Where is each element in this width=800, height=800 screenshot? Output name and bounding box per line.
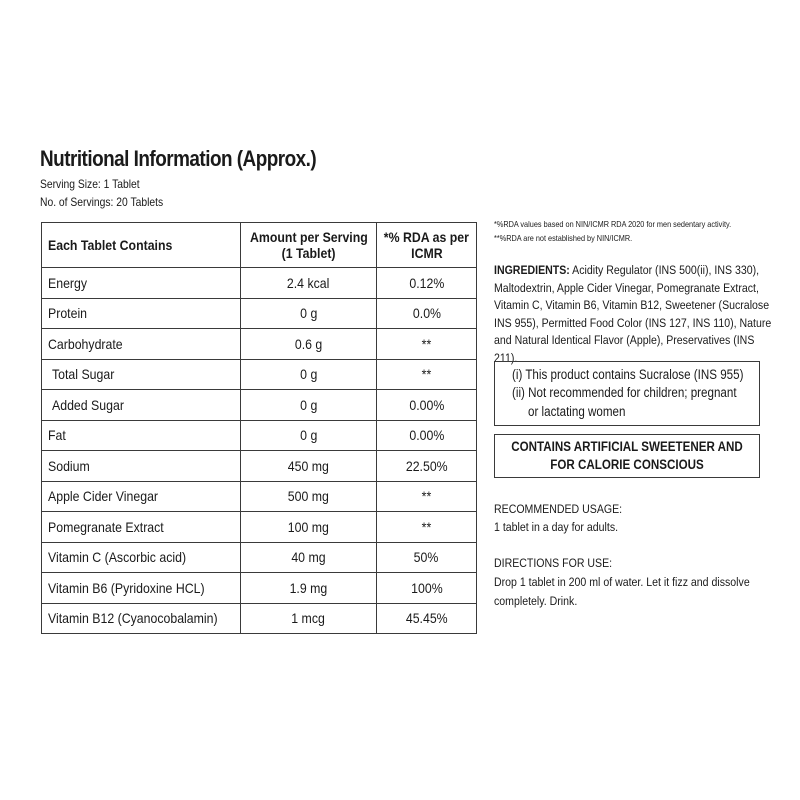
directions-heading: DIRECTIONS FOR USE:: [494, 556, 613, 570]
cell-nutrient: Vitamin B6 (Pyridoxine HCL): [42, 573, 241, 604]
table-row: [42, 481, 477, 512]
cell-amount: 450 mg: [241, 451, 377, 482]
table-row: [42, 512, 477, 543]
cell-amount: 0 g: [241, 390, 377, 421]
serving-size: Serving Size: 1 Tablet: [40, 177, 140, 191]
header-rda: *% RDA as per ICMR: [377, 223, 477, 268]
usage-text: 1 tablet in a day for adults.: [494, 520, 619, 534]
warning-line-1: (i) This product contains Sucralose (INS 955): [512, 367, 744, 382]
table-row: [42, 268, 477, 299]
cell-nutrient: Sodium: [42, 451, 241, 482]
cell-nutrient: Apple Cider Vinegar: [42, 481, 241, 512]
rda-footnote-1: *%RDA values based on NIN/ICMR RDA 2020 for men sedentary activity.: [494, 219, 732, 229]
cell-amount: 1 mcg: [241, 603, 377, 634]
cell-amount: 0 g: [241, 420, 377, 451]
cell-rda: 22.50%: [377, 451, 477, 482]
table-row: [42, 603, 477, 634]
warning-line-2: (ii) Not recommended for children; pregnant: [512, 385, 737, 400]
warning-line-3: or lactating women: [528, 404, 626, 419]
table-row: [42, 298, 477, 329]
rda-footnote-2: **%RDA are not established by NIN/ICMR.: [494, 233, 633, 243]
ingredients-text: Acidity Regulator (INS 500(ii), INS 330), Maltodextrin, Apple Cider Vinegar, Pomegranate Extract, Vitamin C, Vitamin B6, Vitamin B12, Sweetener (Sucralose INS 955), Permitted Food Color (INS 127, INS 110), Nature and Natural Identical Flavor (Apple), Preservatives (INS 211).: [494, 263, 772, 365]
table-row: [42, 573, 477, 604]
sweetener-notice-line-1: CONTAINS ARTIFICIAL SWEETENER AND: [511, 439, 743, 454]
table-row: [42, 420, 477, 451]
cell-amount: 0 g: [241, 298, 377, 329]
cell-rda: **: [377, 359, 477, 390]
sweetener-notice-line-2: FOR CALORIE CONSCIOUS: [550, 457, 704, 472]
cell-amount: 1.9 mg: [241, 573, 377, 604]
ingredients-block: [494, 262, 778, 367]
cell-nutrient: Fat: [42, 420, 241, 451]
cell-rda: 0.12%: [377, 268, 477, 299]
warning-box: [494, 361, 760, 426]
directions-text-line-1: Drop 1 tablet in 200 ml of water. Let it fizz and dissolve: [494, 575, 750, 589]
cell-nutrient: Protein: [42, 298, 241, 329]
directions-text-line-2: completely. Drink.: [494, 594, 578, 608]
cell-rda: **: [377, 329, 477, 360]
table-row: [42, 542, 477, 573]
table-row: [42, 390, 477, 421]
cell-nutrient: Pomegranate Extract: [42, 512, 241, 543]
cell-nutrient: Total Sugar: [42, 359, 241, 390]
nutrition-table: [41, 222, 477, 634]
cell-rda: 0.00%: [377, 420, 477, 451]
cell-rda: 0.00%: [377, 390, 477, 421]
table-row: [42, 329, 477, 360]
usage-heading: RECOMMENDED USAGE:: [494, 502, 623, 516]
cell-amount: 0 g: [241, 359, 377, 390]
header-nutrient: Each Tablet Contains: [42, 223, 241, 268]
cell-amount: 500 mg: [241, 481, 377, 512]
servings-count: No. of Servings: 20 Tablets: [40, 195, 164, 209]
cell-rda: **: [377, 481, 477, 512]
table-row: [42, 451, 477, 482]
cell-rda: 50%: [377, 542, 477, 573]
cell-amount: 40 mg: [241, 542, 377, 573]
cell-rda: **: [377, 512, 477, 543]
cell-amount: 2.4 kcal: [241, 268, 377, 299]
table-row: [42, 359, 477, 390]
page-title: Nutritional Information (Approx.): [40, 146, 317, 171]
cell-nutrient: Added Sugar: [42, 390, 241, 421]
sweetener-notice-box: [494, 434, 760, 478]
ingredients-label: INGREDIENTS:: [494, 263, 570, 277]
cell-rda: 100%: [377, 573, 477, 604]
cell-nutrient: Vitamin B12 (Cyanocobalamin): [42, 603, 241, 634]
cell-nutrient: Energy: [42, 268, 241, 299]
cell-amount: 0.6 g: [241, 329, 377, 360]
cell-rda: 0.0%: [377, 298, 477, 329]
cell-nutrient: Vitamin C (Ascorbic acid): [42, 542, 241, 573]
cell-amount: 100 mg: [241, 512, 377, 543]
table-header-row: [42, 223, 477, 268]
header-amount: Amount per Serving (1 Tablet): [241, 223, 377, 268]
cell-nutrient: Carbohydrate: [42, 329, 241, 360]
cell-rda: 45.45%: [377, 603, 477, 634]
